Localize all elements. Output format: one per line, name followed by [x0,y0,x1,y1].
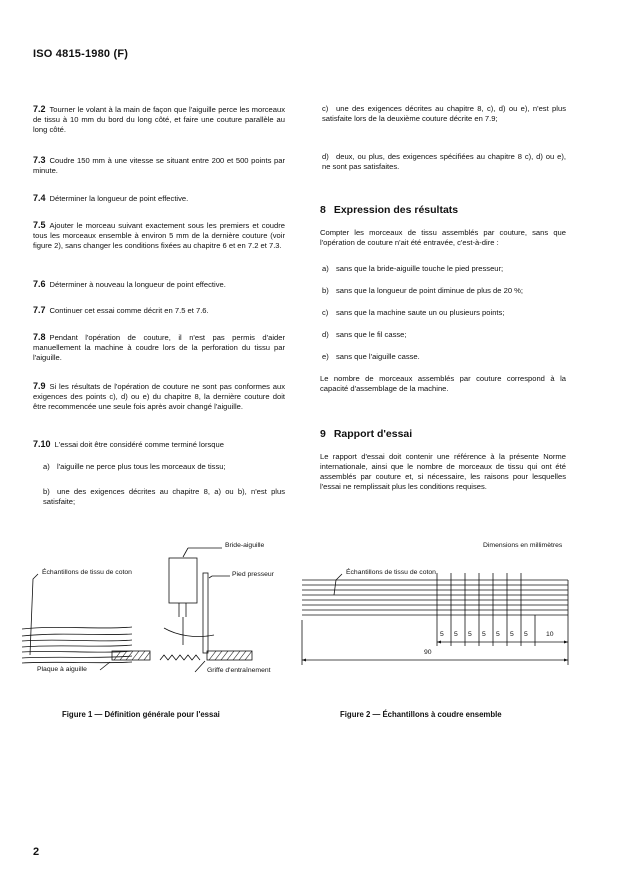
label-pied-presseur: Pied presseur [232,571,274,578]
label-tissu: Échantillons de tissu de coton [346,569,436,576]
clause-text: L'essai doit être considéré comme terminé lorsque [54,440,224,449]
item-label: c) [322,308,329,317]
dimension-label: 5 [482,631,486,638]
item-text: une des exigences décrites au chapitre 8, a) ou b), n'est plus satisfaite; [43,487,285,506]
section-title: Rapport d'essai [333,428,413,440]
item-text: sans que la bride-aiguille touche le pied presseur; [336,264,504,273]
clause-text: Pendant l'opération de couture, il n'est pas permis d'aider manuellement la machine à coudre lors de la perforation du tissu par l'aiguille. [33,333,285,362]
item-label: a) [322,264,329,273]
section-number: 8 [320,204,326,216]
dimension-label: 5 [496,631,500,638]
clause-number: 7.5 [33,220,46,230]
label-tissu: Échantillons de tissu de coton [42,569,132,576]
item-text: sans que la longueur de point diminue de plus de 20 %; [336,286,524,295]
section-8-intro: Compter les morceaux de tissu assemblés par couture, sans que l'opération de couture n'ait été entravée, c'est-à-dire : [320,228,566,247]
item-text: sans que l'aiguille casse. [336,352,420,361]
label-griffe: Griffe d'entraînement [207,667,271,674]
dimension-label: 5 [524,631,528,638]
figure-1-caption: Figure 1 — Définition générale pour l'essai [62,710,220,719]
section-8-heading [320,205,566,215]
clause-number: 7.3 [33,155,46,165]
clause-7-8 [33,332,285,363]
clause-7-10 [33,439,285,450]
clause-text: Tourner le volant à la main de façon que l'aiguille perce les morceaux de tissu à 10 mm du bord du long côté, et faire une couture parallèle au long côté. [33,105,285,134]
figure-1-diagram [0,535,310,735]
clause-number: 7.6 [33,279,46,289]
figure-1 [0,535,310,735]
clause-number: 7.9 [33,381,46,391]
list-item [320,104,566,124]
dimension-label: 5 [510,631,514,638]
figure-2-diagram [300,535,600,735]
label-bride-aiguille: Bride-aiguille [225,542,265,549]
clause-7-4 [33,193,285,204]
section-title: Expression des résultats [333,204,459,216]
section-number: 9 [320,428,326,440]
section-9-text: Le rapport d'essai doit contenir une référence à la présente Norme internationale, ainsi que le nombre de morceaux de tissu qui ont été assemblés par couture et, si nécessaire, les raisons pour lesquelles l'essai ne remplissait plus les conditions requises. [320,452,566,491]
clause-7-2 [33,104,285,135]
clause-7-7 [33,305,285,316]
figure-2-caption: Figure 2 — Échantillons à coudre ensemble [340,710,502,719]
item-text: deux, ou plus, des exigences spécifiées au chapitre 8 c), d) ou e), ne sont pas satisfaites. [322,152,566,171]
list-item [33,487,285,507]
clause-text: Déterminer la longueur de point effective. [49,194,189,203]
list-item [320,308,566,318]
section-9-heading [320,429,566,439]
clause-text: Coudre 150 mm à une vitesse se situant entre 200 et 500 points par minute. [33,156,285,175]
clause-number: 7.7 [33,305,46,315]
item-label: c) [322,104,329,113]
list-item [33,462,285,472]
dimension-label: 5 [440,631,444,638]
clause-text: Déterminer à nouveau la longueur de point effective. [49,280,226,289]
clause-text: Si les résultats de l'opération de couture ne sont pas conformes aux exigences des points c), d) ou e) du chapitre 8, la dernière couture doit être recommencée une seule fois après avoir changé l'aiguille. [33,382,285,411]
clause-number: 7.8 [33,332,46,342]
label-plaque: Plaque à aiguille [37,666,87,673]
clause-number: 7.10 [33,439,51,449]
item-label: e) [322,352,329,361]
total-dimension-label: 90 [424,649,432,656]
clause-number: 7.2 [33,104,46,114]
clause-text: Ajouter le morceau suivant exactement sous les premiers et coudre tous les morceaux ensemble à environ 5 mm de la dernière couture (voir figure 2), sans changer les conditions fixées au chapitre 6 et en 7.2 et 7.3. [33,221,285,250]
clause-7-9 [33,381,285,412]
list-item [320,352,566,362]
item-label: a) [43,462,50,471]
item-text: l'aiguille ne perce plus tous les morceaux de tissu; [57,462,226,471]
clause-7-5 [33,220,285,251]
dimension-label: 10 [546,631,554,638]
clause-7-3 [33,155,285,176]
figure-2 [300,535,600,735]
item-label: b) [322,286,329,295]
item-label: b) [43,487,50,496]
item-text: une des exigences décrites au chapitre 8, c), d) ou e), n'est plus satisfaite lors de la deuxième couture décrite en 7.9; [322,104,566,123]
item-text: sans que le fil casse; [336,330,407,339]
clause-7-6 [33,279,285,290]
list-item [320,330,566,340]
units-label: Dimensions en millimètres [483,542,563,549]
dimension-label: 5 [454,631,458,638]
page-number: 2 [33,846,40,858]
section-8-closing: Le nombre de morceaux assemblés par couture correspond à la capacité d'assemblage de la machine. [320,374,566,393]
item-label: d) [322,152,329,161]
clause-number: 7.4 [33,193,46,203]
item-label: d) [322,330,329,339]
item-text: sans que la machine saute un ou plusieurs points; [336,308,505,317]
list-item [320,152,566,172]
dimension-label: 5 [468,631,472,638]
list-item [320,286,566,296]
clause-text: Continuer cet essai comme décrit en 7.5 et 7.6. [49,306,209,315]
list-item [320,264,566,274]
document-header: ISO 4815-1980 (F) [33,48,129,60]
